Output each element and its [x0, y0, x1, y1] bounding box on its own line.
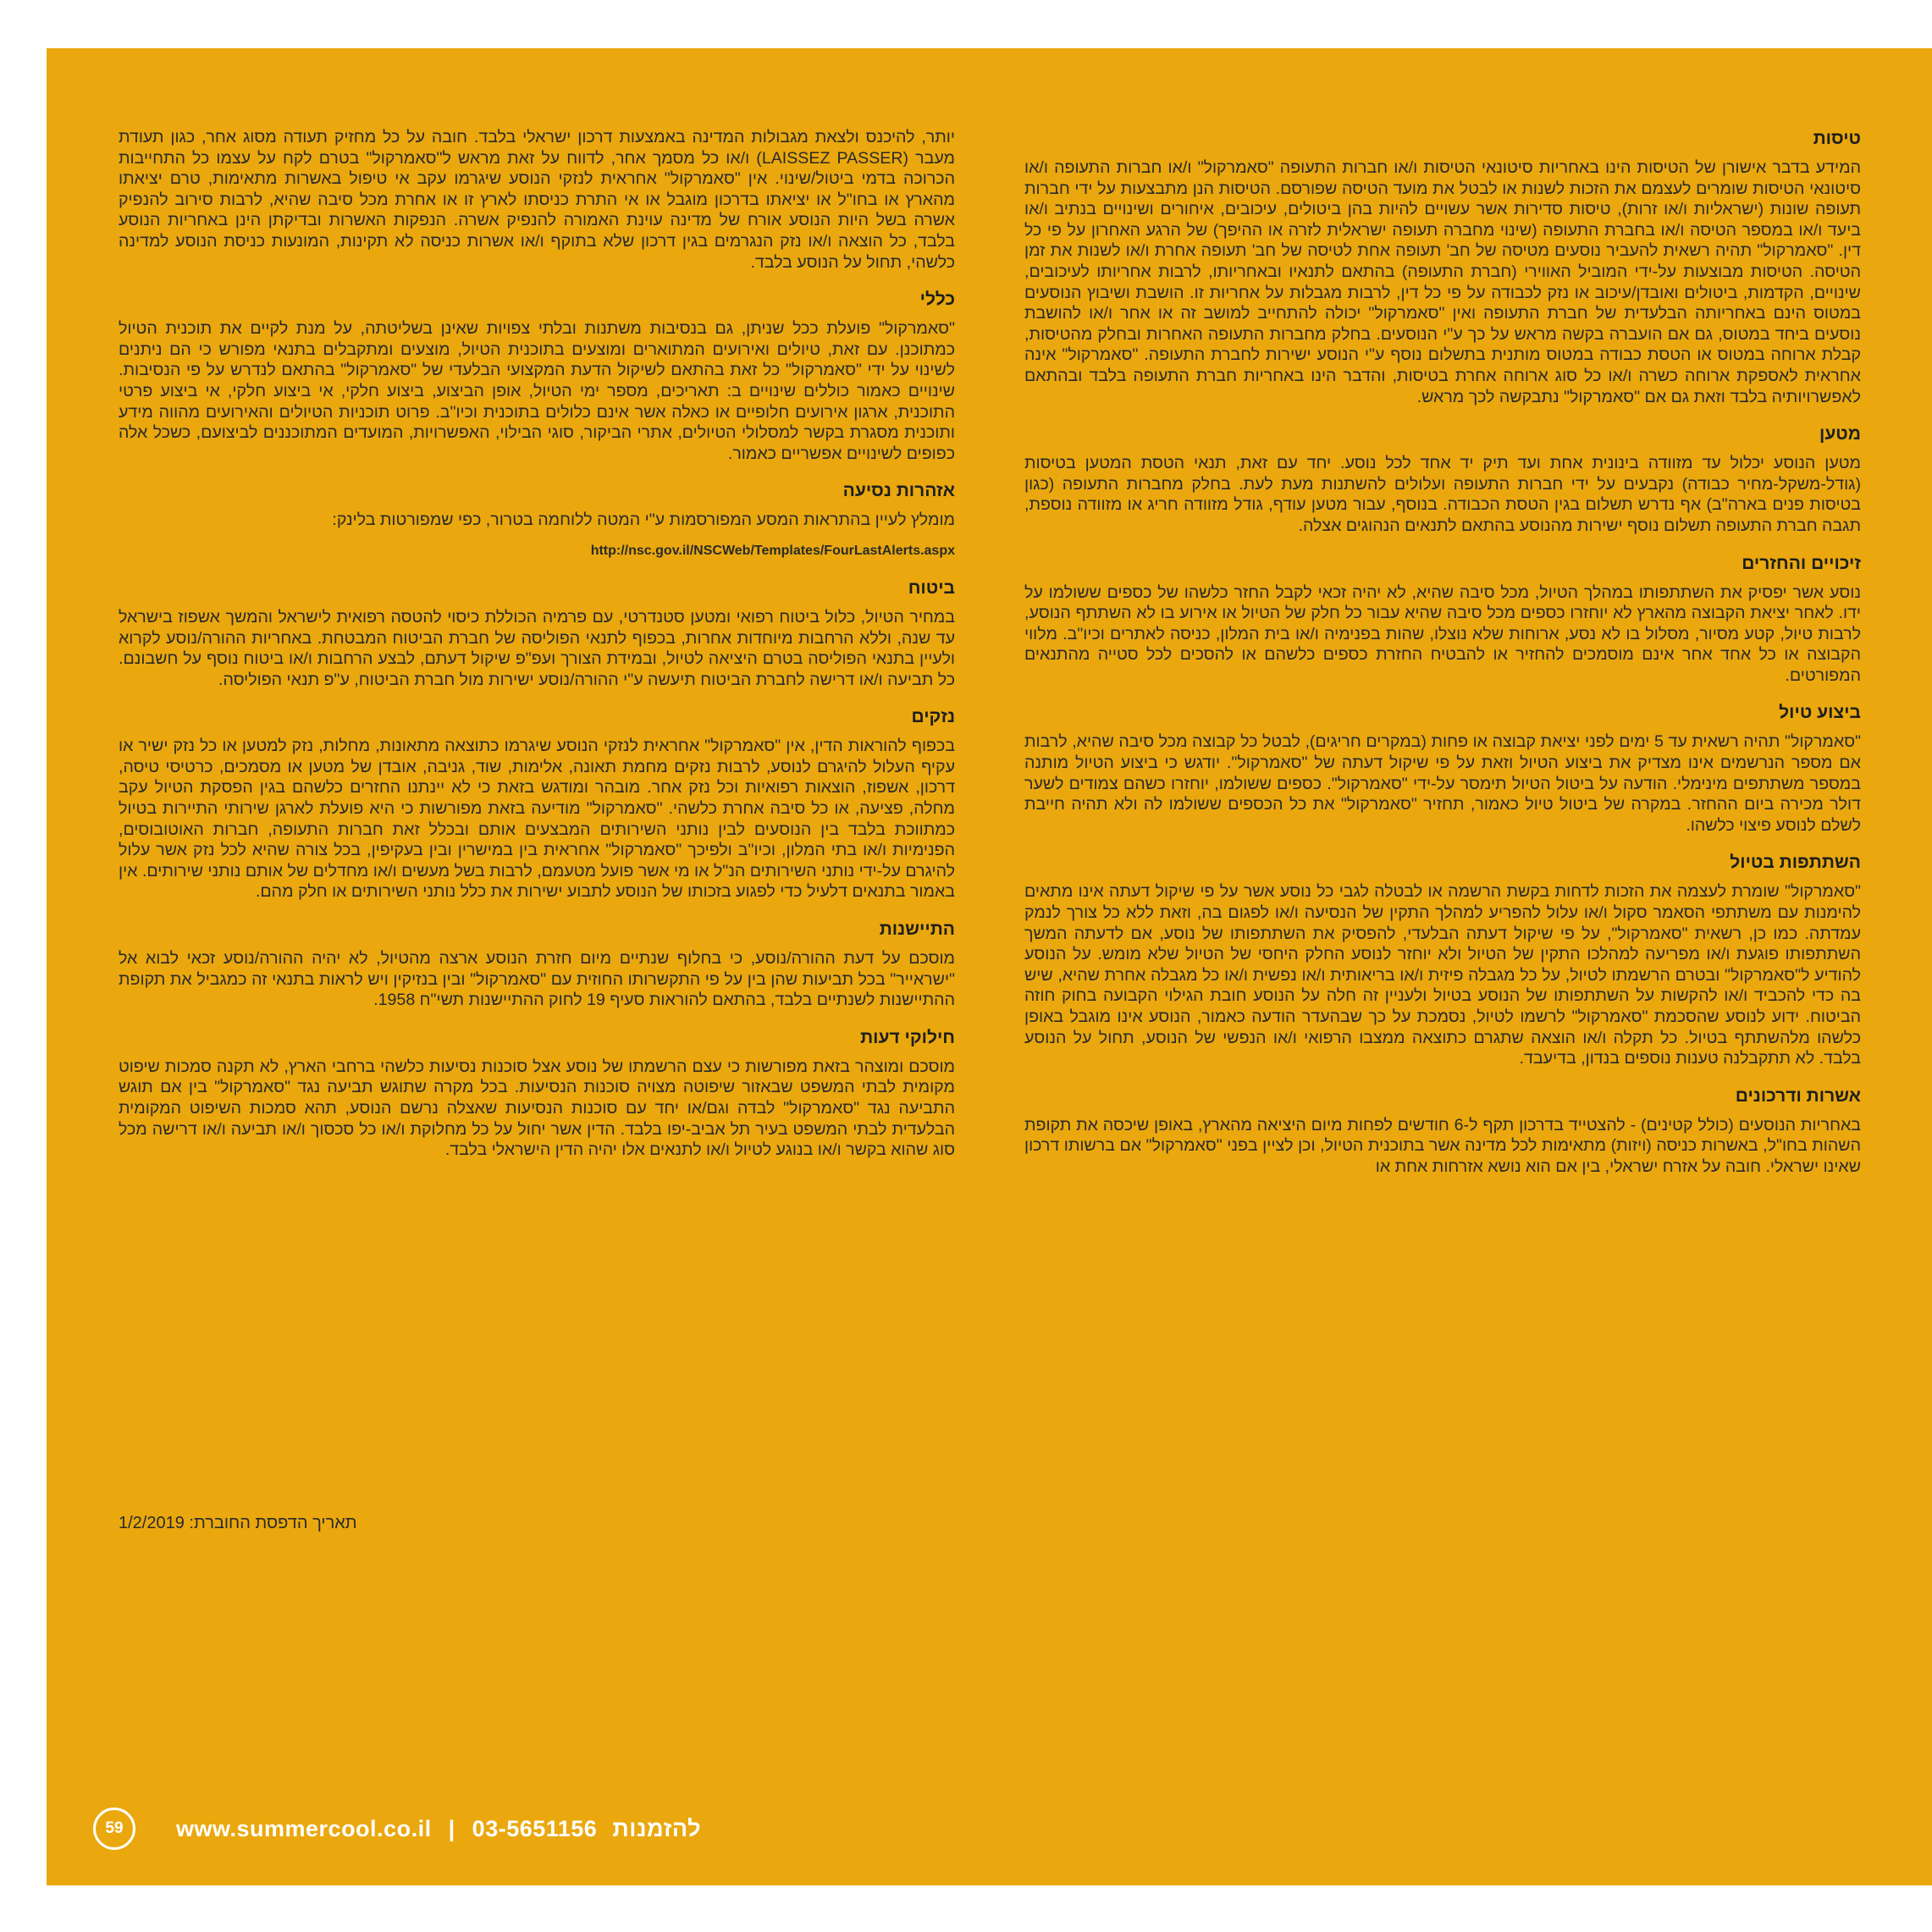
- page-number: 59: [93, 1808, 135, 1850]
- section-participation: [1024, 851, 1861, 1068]
- footer-contact: [176, 1816, 701, 1842]
- section-heading: מטען: [1819, 424, 1861, 444]
- section-visas-passports: [1024, 1085, 1861, 1178]
- right-column: [1024, 127, 1861, 1193]
- section-heading: חילוקי דעות: [860, 1027, 955, 1047]
- section-heading: זיכויים והחזרים: [1742, 553, 1861, 573]
- section-refunds: [1024, 552, 1861, 687]
- section-disputes: [119, 1026, 955, 1161]
- section-trip-execution: [1024, 701, 1861, 836]
- section-heading: ביצוע טיול: [1779, 703, 1861, 723]
- section-flights: [1024, 127, 1861, 407]
- website-link[interactable]: www.summercool.co.il: [176, 1815, 432, 1841]
- travel-alert-link[interactable]: http://nsc.gov.il/NSCWeb/Templates/FourLastAlerts.aspx: [590, 543, 955, 558]
- footer-separator: |: [448, 1815, 455, 1841]
- section-text: המידע בדבר אישורן של הטיסות הינו באחריות סיטונאי הטיסות ו/או חברות התעופה "סאמרקול" ו/או חברות התעופה ו/או סיטונאי הטיסות שומרים לעצמם את הזכות לשנות או לבטל את מועד הטיסה שפורסם. הטיסות הנן מתבצעות על ידי חברות תעופה שונות (ישראליות ו/או זרות), טיסות סדירות אשר עשויים להיות בהן ביטולים, עיכובים, איחורים ושינויים בנתיב ו/או ביעד ו/או במספר הטיסה ו/או בחברת התעופה (שינוי מחברה תעופה ישראלית לזרה או ההיפך) של הרגע האחרון על פי כל דין. "סאמרקול" תהיה רשאית להעביר נוסעים מטיסה של חב' תעופה אחת לטיסה של חב' תעופה אחרת ו/או לשנות את זמן הטיסה. הטיסות מבוצעות על-ידי המוביל האווירי (חברת התעופה) בהתאם לתנאיו ובאחריותו, לרבות אחריותו לעיכובים, שינויים, הקדמות, ביטולים ואובדן/עיכוב או נזק לכבודה על פי כל דין, לרבות מגבלות על אחריות זו. הושבת ושיבוץ הנוסעים במטוס הינם באחריותה הבלעדית של חברת התעופה ואין "סאמרקול" יכולה להתחייב למושב זה או אחר ו/או להושבת נוסעים ביחד במטוס, גם אם הועברה בקשה מראש על כך ע"י הנוסעים. בחלק מחברות התעופה האחרות ובחלק מהטיסות, קבלת ארוחה במטוס או הטסת כבודה במטוס מותנית בתשלום נוסף ע"י הנוסע ישירות לחברת התעופה. "סאמרקול" אינה אחראית לאספקת ארוחה כשרה ו/או כל סוג ארוחה אחרת בטיסות, והדבר הינו באחריות חברת התעופה בלבד ובהתאם לאפשרויותיה בלבד וזאת גם אם "סאמרקול" נתבקשה לכך מראש.: [1024, 158, 1861, 406]
- section-heading: התיישנות: [879, 919, 955, 940]
- left-column: [119, 127, 955, 1176]
- section-luggage: [1024, 422, 1861, 536]
- section-text: יותר, להיכנס ולצאת מגבולות המדינה באמצעות דרכון ישראלי בלבד. חובה על כל מחזיק תעודה מסוג אחר, כגון תעודת מעבר (LAISSEZ PASSER) ו/או כל מסמך אחר, לדווח על זאת מראש ל"סאמרקול" בטרם לקח על עצמו כל התחייבות הכרוכה בדמי ביטול/שינוי. אין "סאמרקול" אחראית לנזקי הנוסע שיגרמו עקב אי טיפול באשרות מתאימות, טרם יציאתו מהארץ או בחו"ל או יציאתו בדרכון מוגבל או אי התרת כניסתו לארץ זו או אחרת מכל סיבה שהיא, לרבות סירוב להנפיק אשרה בשל היות הנוסע אורח של מדינה עוינת האמורה להנפיק אשרה. הנפקות האשרות ובדיקתן הינן באחריות הנוסע בלבד, כל הוצאה ו/או נזק הנגרמים בגין דרכון שלא בתוקף ו/או אשרות כניסה לא תקינות, המונעות כניסת הנוסע למדינה כלשהי, תחול על הנוסע בלבד.: [119, 128, 955, 272]
- section-text: באחריות הנוסעים (כולל קטינים) - להצטייד בדרכון תקף ל-6 חודשים לפחות מיום היציאה מהארץ, באופן שיכסה את תקופת השהות בחו"ל, באשרות כניסה (ויזות) מתאימות לכל מדינה אשר בתוכנית הטיול, וכן לציין בפני "סאמרקול" אם ברשותו דרכון שאינו ישראלי. חובה על אזרח ישראלי, בין אם הוא נושא אזרחות אחת או: [1024, 1115, 1861, 1176]
- section-heading: ביטוח: [908, 577, 955, 598]
- section-text: נוסע אשר יפסיק את השתתפותו במהלך הטיול, מכל סיבה שהיא, לא יהיה זכאי לקבל החזר כלשהו של כספים ששולמו על ידו. לאחר יציאת הקבוצה מהארץ לא יוחזרו כספים מכל סיבה שהיא עבור כל חלק של הטיול או אירוע בו לא השתתף הנוסע, לרבות טיול, קטע מסיור, מסלול בו לא נסע, ארוחות שלא נוצלו, שהות בפנימיה ו/או בית המלון, כניסה לאתרים וכיו"ב. מלווי הקבוצה או כל אחד אחר אינם מוסמכים להחזיר או להבטיח החזרת כספים כלשהם או להסכים לכל סטייה מהתנאים המפורטים.: [1024, 582, 1861, 685]
- section-heading: נזקים: [911, 707, 955, 727]
- section-text: מוסכם על דעת ההורה/נוסע, כי בחלוף שנתיים מיום חזרת הנוסע ארצה מהטיול, לא יהיה ההורה/נוסע זכאי לבוא אל "ישראייר" בכל תביעות שהן בין על פי התקשרותו החוזית עם "סאמרקול" ובין בנזיקין ויש לראות בתנאי זה כמגביל את תקופת ההתיישנות לשנתיים בלבד, בהתאם להוראות סעיף 19 לחוק ההתיישנות תשי"ח 1958.: [119, 949, 955, 1010]
- section-text: מומלץ לעיין בהתראות המסע המפורסמות ע"י המטה ללוחמה בטרור, כפי שמפורטות בלינק:: [332, 511, 955, 530]
- section-statute-of-limitations: [119, 918, 955, 1011]
- booking-label: להזמנות: [612, 1815, 702, 1841]
- section-heading: אשרות ודרכונים: [1735, 1085, 1861, 1106]
- phone-number[interactable]: 03-5651156: [472, 1815, 598, 1841]
- section-heading: טיסות: [1813, 129, 1861, 148]
- section-insurance: [119, 577, 955, 690]
- section-general: [119, 288, 955, 464]
- section-text: "סאמרקול" שומרת לעצמה את הזכות לדחות בקשת הרשמה או לבטלה לגבי כל נוסע אשר על פי שיקול דעתה אינו מתאים להימנות עם משתתפי הסאמר סקול ו/או עלול להפריע למהלך התקין של הנסיעה ו/או לפגום בה, וזאת ללא כל צורך לנמק עמדתה. כמו כן, רשאית "סאמרקול", על פי שיקול דעתה הבלעדי, להפסיק את השתתפותו של נוסע, אם לדעתה המשך השתתפותו פוגעת ו/או מפריעה למהלכו התקין של הטיול ולא יוחזר לנוסע החלק היחסי של הטיול שלא מומש. על הנוסע להודיע ל"סאמרקול" ובטרם הרשמתו לטיול, על כל מגבלה פיזית ו/או בריאותית ו/או נפשית ו/או כל מגבלה אחרת שהיא, שיש בה כדי להכביד ו/או להקשות על השתתפותו של הנוסע בטיול ולעניין זה חלה על הנוסע חובת הגילוי הקבועה בחוק חוזה הביטוח. ידוע לנוסע שהסכמת "סאמרקול" לרשמו לטיול, נסמכת על כך שבהעדר הודעה כאמור, הנוסע אינו מוגבל באופן כלשהו מלהשתתף בטיול. כל תקלה ו/או הוצאה שתגרם כתוצאה ממצבו הרפואי ו/או הנפשי של הנוסע, תחול על הנוסע בלבד. לא תתקבלנה טענות נוספים בנדון, בדיעבד.: [1024, 882, 1861, 1068]
- section-text: במחיר הטיול, כלול ביטוח רפואי ומטען סטנדרטי, עם פרמיה הכוללת כיסוי להטסה רפואית לישראל והמשך אשפוז בישראל עד שנה, וללא הרחבות מיוחדות אחרות, בכפוף לתנאי הפוליסה של חברת הביטוח המבטחת. באחריות ההורה/נוסע לקרוא ולעיין בתנאי הפוליסה בטרם היציאה לטיול, ובמידת הצורך ועפ"פ שיקול דעתם, לבצע הרחבות ו/או ביטוח נוסף על חשבונם. כל תביעה ו/או דרישה לחברת הביטוח תיעשה ע"י ההורה/נוסע ישירות מול חברת הביטוח, ע"פ תנאי הפוליסה.: [119, 607, 955, 689]
- section-heading: אזהרות נסיעה: [842, 481, 955, 501]
- section-text: "סאמרקול" תהיה רשאית עד 5 ימים לפני יציאת קבוצה או פחות (במקרים חריגים), לבטל כל קבוצה מכל סיבה שהיא, לרבות אם מספר הנרשמים אינו מצדיק את ביצוע הטיול וזאת על פי שיקול דעתה של "סאמרקול". יודגש כי ביצוע הטיול מותנה במספר משתתפים מינימלי. הודעה על ביטול הטיול תימסר על-ידי "סאמרקול". כספים ששולמו, יוחזרו כשהם צמודים לשער דולר מכירה ביום ההחזר. במקרה של ביטול טיול כאמור, תחזיר "סאמרקול" את כל הכספים ששולמו לה ולא תהיה חייבת לשלם לנוסע פיצוי כלשהו.: [1024, 732, 1862, 835]
- section-text: בכפוף להוראות הדין, אין "סאמרקול" אחראית לנזקי הנוסע שיגרמו כתוצאה מתאונות, מחלות, נזק למטען או כל נזק ישיר או עקיף העלול להיגרם לנוסע, לרבות נזקים מחמת תאונה, אלימות, שוד, גניבה, אובדן של מטען או מסמכים, כרטיסי טיסה, דרכון, אשפוז, הוצאות רפואיות וכל נזק אחר. מובהר ומודגש בזאת כי לא יינתנו החזרים כלשהם בגין הפסקת הטיול עקב מחלה, פציעה, או כל סיבה אחרת כלשהי. "סאמרקול" מודיעה בזאת מפורשות כי היא פועלת לארגן שירותי התיירות בטיול כמתווכת בלבד בין הנוסעים לבין נותני השירותים המבצעים אותם ובכלל זאת חברות התעופה, חברות האוטובוסים, הפנימיות ו/או בתי המלון, וכיו"ב ולפיכך "סאמרקול" אחראית בין במישרין ובין בעקיפין, בכל צורה שהיא לכל נזק אשר עלול להיגרם על-ידי נותני השירותים הנ"ל או מי אשר פועל מטעמם, לרבות בשל מעשים ו/או מחדלים של אותם נותני שירותים. אין באמור בתנאים דלעיל כדי לפגוע בזכותו של הנוסע לתבוע ישירות את כלל נותני השירותים או חלק מהם.: [119, 737, 955, 902]
- footer: [93, 1803, 701, 1854]
- print-date: תאריך הדפסת החוברת: 1/2/2019: [119, 1514, 357, 1532]
- section-text: מוסכם ומוצהר בזאת מפורשות כי עצם הרשמתו של נוסע אצל סוכנות נסיעות כלשהי ברחבי הארץ, לא תקנה סמכות שיפוט מקומית לבתי המשפט שבאזור שיפוטה מצויה סוכנות הנסיעות. בכל מקרה שתוגש תביעה נגד "סאמרקול" בין אם תוגש התביעה נגד "סאמרקול" לבדה וגם/או יחד עם סוכנות הנסיעות שאצלה נרשם הנוסע, תהא סמכות השיפוט המקומית הבלעדית לבתי המשפט בעיר תל אביב-יפו בלבד. הדין אשר יחול על כל מחלוקת ו/או כל סכסוך ו/או תביעה ו/או דרישה מכל סוג שהוא בקשר ו/או בנוגע לטיול ו/או לתנאים אלו יהיה הדין הישראלי בלבד.: [119, 1057, 955, 1160]
- section-visas-continued: [119, 127, 955, 273]
- section-heading: השתתפות בטיול: [1730, 853, 1861, 873]
- section-text: מטען הנוסע יכלול עד מזוודה בינונית אחת ועד תיק יד אחד לכל נוסע. יחד עם זאת, תנאי הטסת המטען בטיסות (גודל-משקל-מחיר כבודה) נקבעים על ידי חברות התעופה ועלולים להשתנות מעת לעת. בחלק מחברות התעופה (כגון בטיסות פנים בארה"ב) אף נדרש תשלום בגין הטסת הכבודה. בנוסף, עבור מטען עודף, גודל מזוודה חריג או מזוודה נוספת, תגבה חברת התעופה תשלום נוסף ישירות מהנוסע בהתאם לתנאים הנהוגים אצלה.: [1024, 454, 1861, 535]
- section-travel-alerts: [119, 479, 955, 561]
- section-heading: כללי: [919, 290, 955, 310]
- section-damages: [119, 705, 955, 903]
- section-text: "סאמרקול" פועלת ככל שניתן, גם בנסיבות משתנות ובלתי צפויות שאינן בשליטתה, על מנת לקיים את תוכנית הטיול כמתוכנן. עם זאת, טיולים ואירועים המתוארים ומוצעים בתוכנית הטיול, מוצעים ומתקבלים בתנאי מפורש כי הם ניתנים לשינוי על ידי "סאמרקול" כל זאת בהתאם לשיקול הדעת המקצועי הבלעדי של "סאמרקול" בהתאם לנדרש על פי הנסיבות. שינויים כאמור כוללים שינויים ב: תאריכים, מספר ימי הטיול, אופן הביצוע, ביצוע חלקי, אי ביצוע חלקי, אי ביצוע פרטי התוכנית, ארגון אירועים חלופיים או כאלה אשר אינם כלולים בתוכנית וכיו"ב. פרוט תוכניות הטיולים והאירועים מהווה מידע ותוכנית מסגרת בקשר למסלולי הטיולים, אתרי הביקור, סוגי הבילוי, האפשרויות, המועדים המתוכננים לביצועם, כשכל אלה כפופים לשינויים אפשריים כאמור.: [119, 319, 955, 463]
